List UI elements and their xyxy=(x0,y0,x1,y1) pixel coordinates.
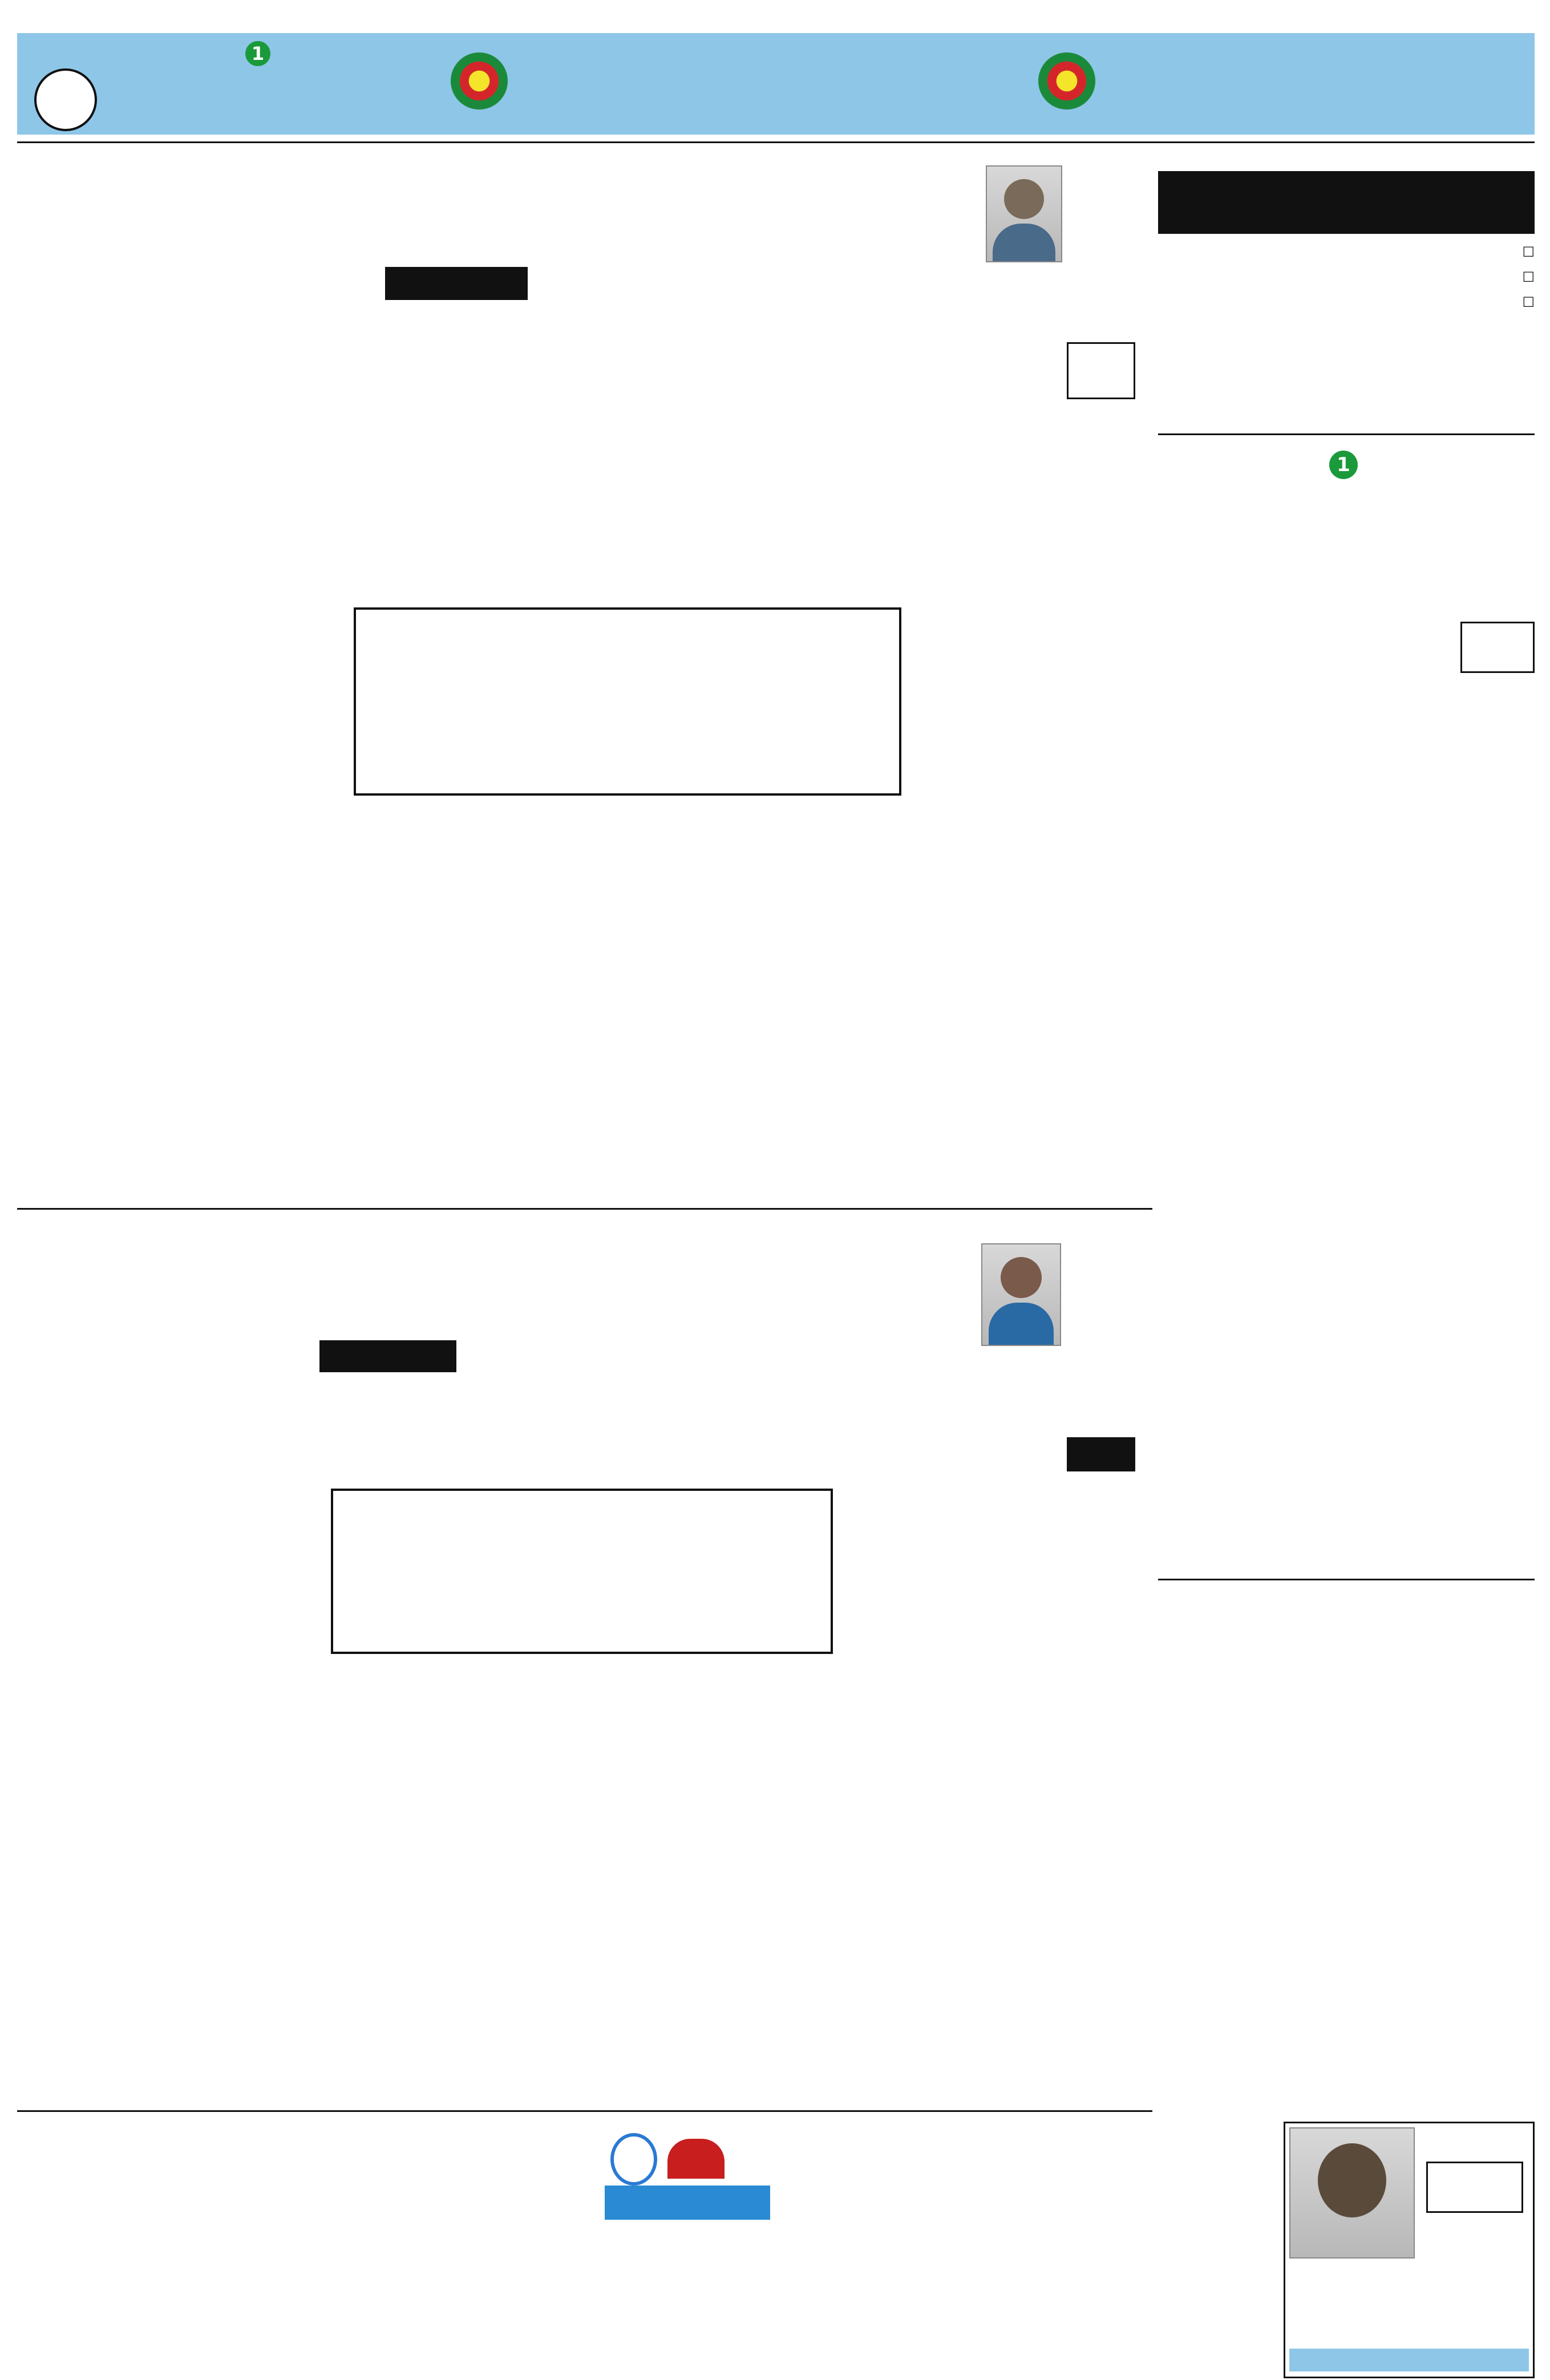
mailbox-icon xyxy=(667,2139,725,2179)
article3-col-3 xyxy=(605,2259,776,2373)
editorial-headline xyxy=(171,154,970,240)
editorial-dropcap xyxy=(1067,342,1135,399)
article2-pull-quote xyxy=(331,1489,833,1654)
article3-col-4 xyxy=(240,2133,593,2373)
column-logo xyxy=(1192,451,1500,553)
aqwal-title-box xyxy=(1158,171,1535,234)
column-kicker xyxy=(1460,622,1535,673)
article2-col-2 xyxy=(725,1312,918,2099)
article2-col-1a xyxy=(930,1403,1055,1437)
editorial-col-1 xyxy=(930,399,1135,1198)
aaina-poet-photo xyxy=(1289,2127,1415,2259)
masthead-emblem: 1 xyxy=(245,41,270,66)
header-rule xyxy=(17,141,1535,143)
article2-col-6 xyxy=(205,1660,713,2099)
author-photo xyxy=(986,165,1062,262)
column-bottom-rule xyxy=(1158,1579,1535,1580)
masthead-dateline xyxy=(137,113,388,132)
article2-headline xyxy=(46,1226,936,1306)
column-title xyxy=(1158,565,1535,616)
aaina-poem xyxy=(1289,2264,1529,2344)
article2-kicker-bilashuba xyxy=(1067,1437,1135,1471)
letters-title xyxy=(605,2186,770,2220)
article3-col-5 xyxy=(40,2133,228,2304)
article2-col-5 xyxy=(40,1312,194,2099)
editorial-col-4 xyxy=(359,319,531,605)
column-body-top xyxy=(1158,627,1455,696)
aqwal-rule xyxy=(1158,433,1535,435)
masthead xyxy=(137,41,388,121)
column-logo-emblem: 1 xyxy=(1329,451,1358,479)
article2-bottom-rule xyxy=(17,2110,1152,2112)
column-body xyxy=(1158,702,1535,1546)
editorial-col-5 xyxy=(40,262,337,1198)
editorial-kicker xyxy=(385,267,528,300)
article2-kicker-jaiza xyxy=(319,1340,456,1372)
section-title-urdu xyxy=(1118,40,1517,125)
article2-col-1 xyxy=(930,1483,1135,2099)
editorial-col-3 xyxy=(542,262,713,605)
editorial-bottom-rule xyxy=(17,1208,1152,1210)
article3-note xyxy=(40,2336,228,2375)
medallion-right xyxy=(1027,41,1107,121)
aqwal-item: ☐ xyxy=(1522,294,1535,310)
article3-headline xyxy=(970,2133,1266,2179)
article3-col-2 xyxy=(782,2133,953,2373)
aqwal-list xyxy=(1158,240,1535,428)
editorial-pull-quote xyxy=(354,607,901,796)
editorial-col-6 xyxy=(354,804,713,1198)
article3-col-1 xyxy=(964,2184,1266,2373)
letters-box xyxy=(605,2133,770,2247)
aqwal-item: ☐ xyxy=(1522,269,1535,285)
aaina-title xyxy=(1426,2162,1523,2213)
article2-author-photo xyxy=(981,1243,1061,1346)
page-number xyxy=(34,68,97,131)
article2-english-phrase xyxy=(736,1404,907,1427)
aqwal-item: ☐ xyxy=(1522,244,1535,260)
aaina-poet xyxy=(1289,2349,1529,2371)
article2-col-3 xyxy=(468,1312,713,1483)
article2-col-4 xyxy=(205,1380,456,1483)
letters-e-icon xyxy=(610,2133,657,2186)
medallion-left xyxy=(439,41,519,121)
